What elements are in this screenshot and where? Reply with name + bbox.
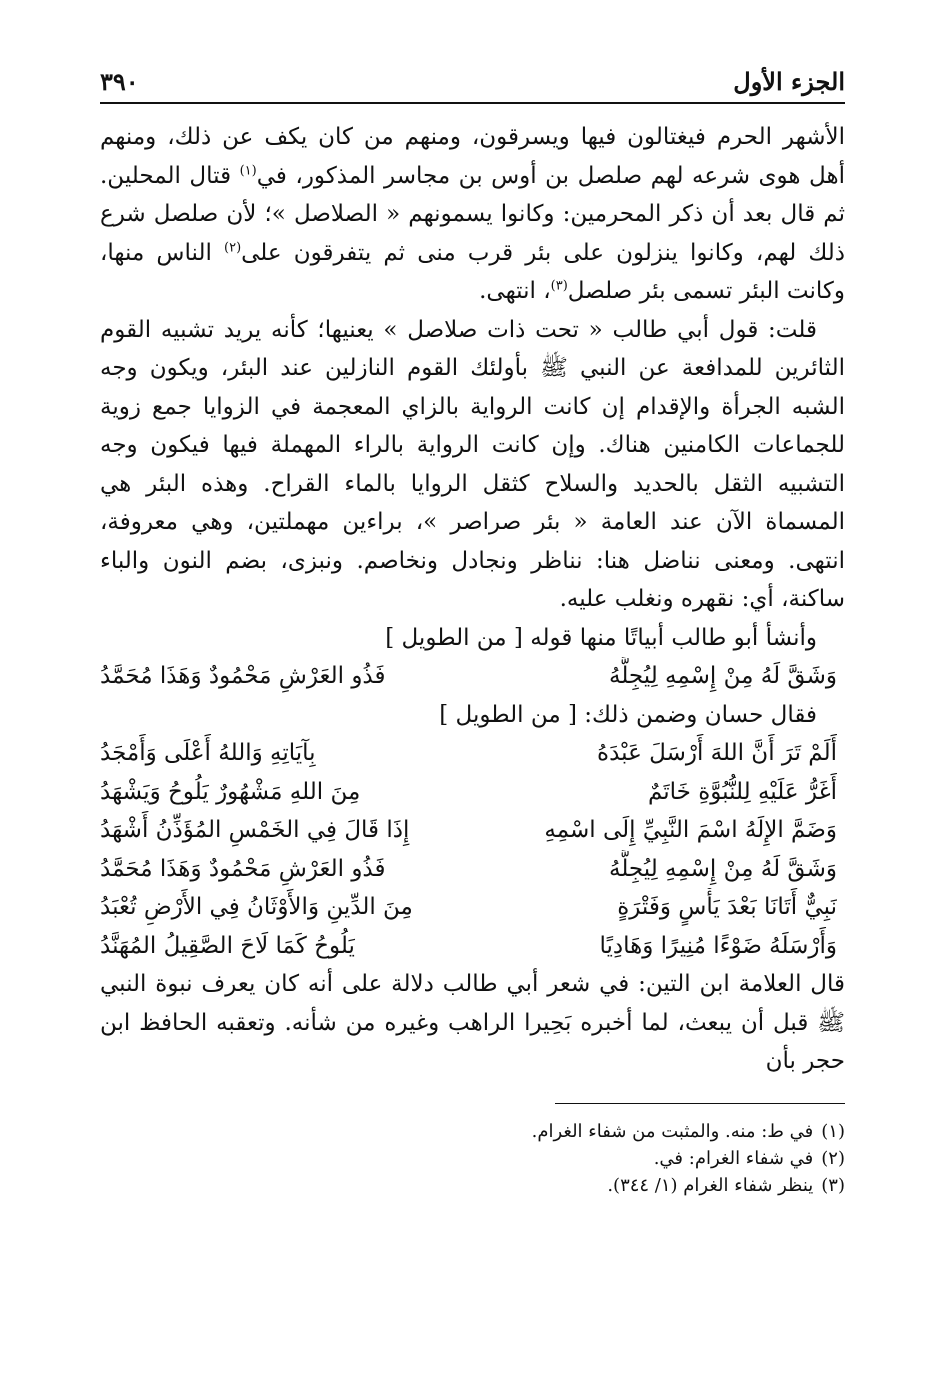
paragraph-2: قلت: قول أبي طالب « تحت ذات صلاصل » يعنيها؛ كأنه يريد تشبيه القوم الثائرين للمدافعة عن النبي ﷺ بأولئك القوم النازلين عند البئر، ويكون وجه الشبه الجرأة والإقدام إن كانت الرواية بالزاي المعجمة في الزوايا جمع زوية للجماعات الكامنين هناك. وإن كانت الرواية بالراء المهملة فيها فيكون وجه التشبيه الثقل بالحديد والسلاح كثقل الروايا بالماء القراح. وهذه البئر هي المسماة الآن عند العامة « بئر صراصر »، براءين مهملتين، وهي معروفة، انتهى. ومعنى نناضل هنا: نناظر ونجادل ونخاصم. ونبزى، بضم النون والباء ساكنة، أي: نقهره ونغلب عليه. (100, 316, 845, 612)
verse-line (100, 888, 845, 927)
verse-hemistich-second: إِذَا قَالَ فِي الخَمْسِ المُؤَذِّنُ أَشْهَدُ (100, 817, 410, 843)
paragraph-1 (100, 118, 845, 311)
verse-line (100, 927, 845, 966)
verse-intro-1: وأنشأ أبو طالب أبياتًا منها قوله [ من الطويل ] (385, 624, 817, 651)
verse-hemistich-first: أَلَمْ تَرَ أَنَّ اللهَ أَرْسَلَ عَبْدَهُ (597, 740, 837, 766)
verse-line (100, 850, 845, 889)
verse-hemistich-second: يَلُوحُ كَمَا لَاحَ الصَّقِيلُ المُهَنَّدُ (100, 932, 355, 959)
verse-hemistich-first: أَغَرُّ عَلَيْهِ لِلنُّبُوَّةِ خَاتَمٌ (647, 778, 837, 805)
verse-line (100, 773, 845, 812)
verse-line (100, 811, 845, 850)
verse-hemistich-second: بِآيَاتِهِ وَاللهُ أَعْلَى وَأَمْجَدُ (100, 740, 316, 766)
page-number: ٣٩٠ (100, 67, 139, 96)
verse-hemistich-first: وَشَقَّ لَهُ مِنْ إِسْمِهِ لِيُجِلَّهُ (608, 663, 837, 689)
footnote-3 (100, 1172, 845, 1199)
closing-paragraph: قال العلامة ابن التين: في شعر أبي طالب دلالة على أنه كان يعرف نبوة النبي ﷺ قبل أن يبعث، لما أخبره بَحِيرا الراهب وغيره من شأنه. وتعقبه الحافظ ابن حجر بأن (100, 971, 845, 1074)
verse-hemistich-second: فَذُو العَرْشِ مَحْمُودٌ وَهَذَا مُحَمَّدُ (100, 855, 386, 882)
footnote-text: في شفاء الغرام: في. (653, 1147, 814, 1169)
book-page (100, 62, 845, 1199)
verse-hemistich-second: فَذُو العَرْشِ مَحْمُودٌ وَهَذَا مُحَمَّدُ (100, 663, 386, 689)
paragraph-1-text-d: ، انتهى. (479, 278, 551, 304)
verse-hemistich-first: وَأَرْسَلَهُ ضَوْءًا مُنِيرًا وَهَادِيًا (599, 932, 837, 959)
footnote-text: في ط: منه. والمثبت من شفاء الغرام. (531, 1120, 814, 1142)
verse-hemistich-first: وَشَقَّ لَهُ مِنْ إِسْمِهِ لِيُجِلَّهُ (608, 855, 837, 882)
footnote-number: (١) (821, 1120, 845, 1142)
verse-hemistich-first: نَبِيٌّ أَتَانَا بَعْدَ يَأْسٍ وَفَتْرَةٍ (617, 894, 837, 920)
footnote-rule (555, 1103, 845, 1104)
verse-line (100, 657, 845, 696)
footnote-ref-3[interactable]: (٣) (550, 278, 568, 294)
header-rule (100, 102, 845, 104)
footnote-1 (100, 1118, 845, 1145)
verse-line (100, 734, 845, 773)
verse-intro-2: فقال حسان وضمن ذلك: [ من الطويل ] (439, 701, 817, 728)
footnote-ref-2[interactable]: (٢) (224, 239, 242, 255)
footnote-number: (٣) (821, 1174, 845, 1196)
verse-hemistich-first: وَضَمَّ الإِلَهُ اسْمَ النَّبِيِّ إِلَى اسْمِهِ (544, 817, 837, 843)
footnote-number: (٢) (821, 1147, 845, 1169)
paragraph-1-text-c: الناس منها، وكانت البئر تسمى بئر صلصل (100, 239, 845, 304)
verse-hemistich-second: مِنَ الدِّينِ وَالأَوْثَانُ فِي الأَرْضِ تُعْبَدُ (100, 894, 413, 920)
running-title: الجزء الأول (733, 67, 845, 96)
paragraph-1-text-b: قتال المحلين. ثم قال بعد أن ذكر المحرمين: وكانوا يسمونهم « الصلاصل »؛ لأن صلصل شرع ذلك لهم، وكانوا ينزلون على بئر قرب منى ثم يتفرقون على (100, 162, 846, 266)
footnote-2 (100, 1145, 845, 1172)
verse-hemistich-second: مِنَ اللهِ مَشْهُورٌ يَلُوحُ وَيَشْهَدُ (100, 778, 361, 805)
footnote-text: ينظر شفاء الغرام (١/ ٣٤٤). (607, 1174, 814, 1196)
paragraph-1-text-a: الأشهر الحرم فيغتالون فيها ويسرقون، ومنهم من كان يكف عن ذلك، ومنهم أهل هوى شرعه لهم صلصل بن أوس بن مجاسر المذكور، في (100, 124, 845, 189)
footnote-ref-1[interactable]: (١) (239, 162, 257, 178)
page-header (100, 62, 845, 102)
